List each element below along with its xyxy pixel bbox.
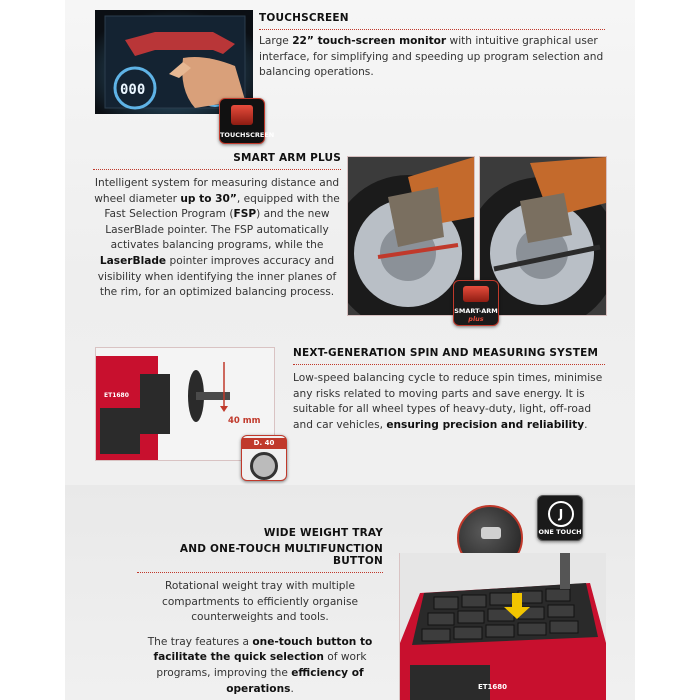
tray-description-2: The tray features a one-touch button to facilitate the quick selection of work programs, improving the efficiency of operations.: [147, 635, 373, 695]
j-button-icon: J: [548, 501, 574, 527]
smartarm-text-block: [93, 152, 341, 301]
spin-machine-label: ET1680: [104, 392, 129, 399]
smartarm-badge-label: SMART-ARM: [454, 307, 498, 315]
touch-hand-icon: [231, 105, 253, 125]
tray-text-block: [137, 527, 383, 697]
touchscreen-badge: [219, 98, 275, 144]
brochure-page: [65, 0, 635, 700]
tray-machine-label: ET1680: [478, 683, 508, 691]
smartarm-description: Intelligent system for measuring distance and wheel diameter up to 30”, equipped with the Fast Selection Program (FSP) and the new LaserBlade pointer. The FSP automatically activates balancing programs, while the LaserBlade pointer improves accuracy and visibility when identifying the inner planes of the rim, for an optimized balancing process.: [94, 177, 340, 299]
onetouch-badge-label: ONE TOUCH: [538, 528, 582, 536]
touchscreen-description: Large 22” touch-screen monitor with intuitive graphical user interface, for simplifying and speeding up program selection and balancing operations.: [259, 35, 604, 79]
spin-dimension-label: 40 mm: [228, 416, 261, 426]
tray-heading-line1: WIDE WEIGHT TRAY: [263, 527, 383, 539]
tray-section: [65, 485, 635, 700]
tray-photo: [399, 553, 606, 700]
wheel-hub-icon: [250, 452, 278, 480]
touchscreen-section: [65, 0, 635, 150]
smartarm-heading: SMART ARM PLUS: [93, 152, 341, 170]
spin-badge: [241, 435, 287, 481]
tray-description-1: Rotational weight tray with multiple compartments to efficiently organise counterweights and tools.: [162, 580, 358, 624]
tray-heading-line2: AND ONE-TOUCH MULTIFUNCTION BUTTON: [137, 543, 383, 573]
button-knob-icon: [481, 527, 501, 539]
smartarm-badge: [453, 280, 499, 326]
screen-readout: 000: [120, 82, 146, 98]
spin-description: Low-speed balancing cycle to reduce spin times, minimise any risks related to moving parts and save energy. It is suitable for all wheel types of heavy-duty, light, off-road and car vehicles, ensuring precision and reliability.: [293, 372, 603, 431]
smart-arm-icon: [463, 286, 489, 302]
smartarm-section: [65, 150, 635, 335]
spin-text-block: [293, 347, 605, 433]
spin-heading: NEXT-GENERATION SPIN AND MEASURING SYSTEM: [293, 347, 605, 365]
onetouch-badge: [537, 495, 583, 541]
touchscreen-badge-label: TOUCHSCREEN: [220, 131, 275, 139]
spin-section: [65, 335, 635, 485]
spin-badge-label: D. 40: [242, 438, 286, 449]
touchscreen-heading: TOUCHSCREEN: [259, 12, 605, 30]
touchscreen-text-block: [259, 12, 605, 81]
smartarm-badge-sublabel: plus: [468, 315, 484, 323]
